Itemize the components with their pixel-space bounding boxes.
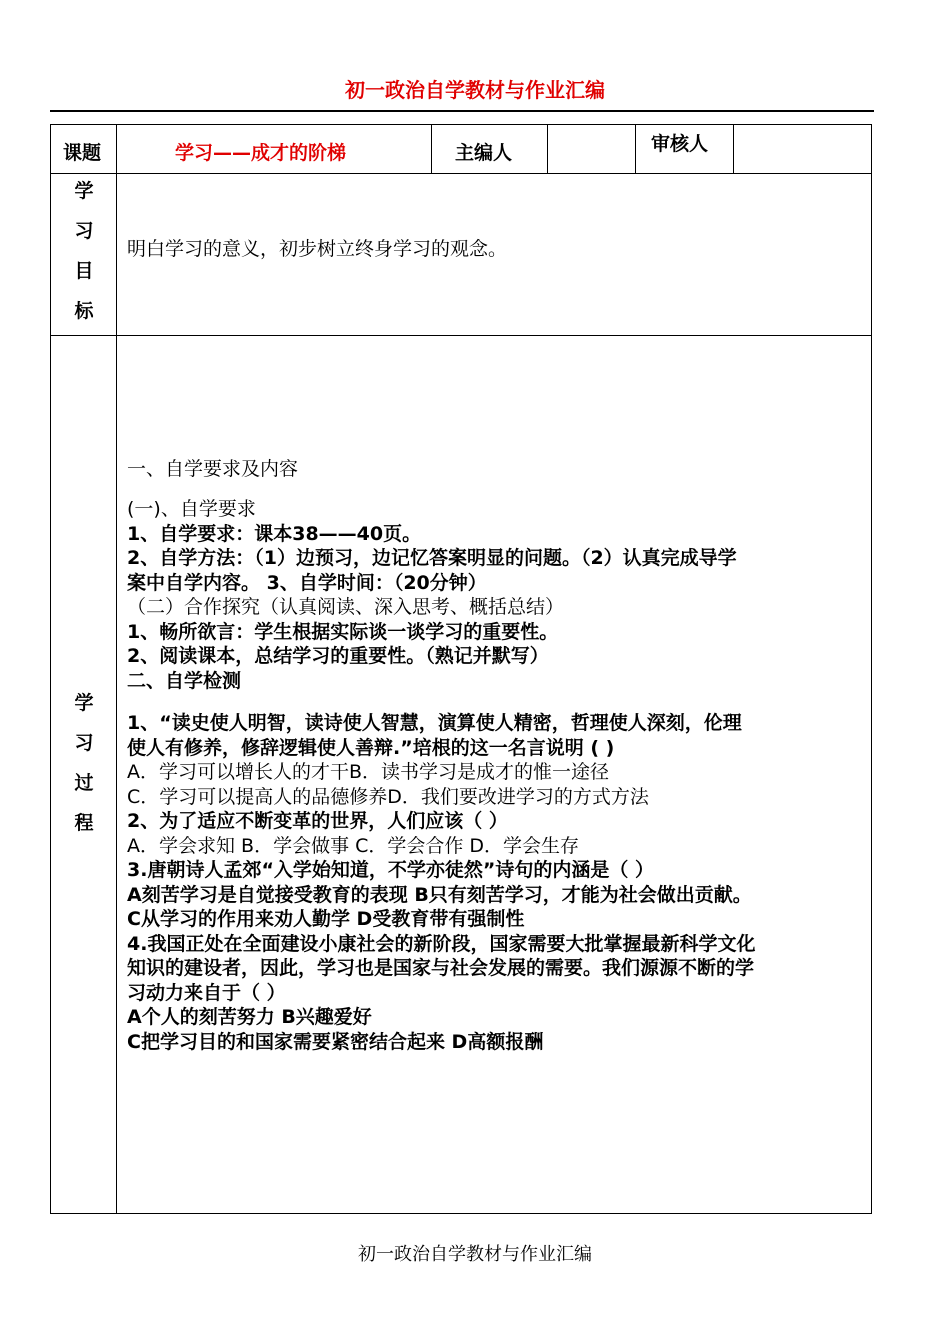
content-line: 1、自学要求：课本38——40页。 — [127, 522, 422, 545]
topic-label: 课题 — [63, 142, 102, 164]
editor-label: 主编人 — [455, 142, 513, 164]
goal-label-char: 习 — [74, 220, 94, 242]
row-divider-info — [51, 173, 871, 174]
goal-text: 明白学习的意义，初步树立终身学习的观念。 — [127, 238, 508, 260]
quiz-line: 1、“读史使人明智，读诗使人智慧，演算使人精密，哲理使人深刻，伦理 — [127, 712, 742, 734]
process-content-body — [127, 497, 867, 693]
row-divider-goal — [51, 335, 871, 336]
page-header-title: 初一政治自学教材与作业汇编 — [345, 78, 605, 102]
quiz-option: A刻苦学习是自觉接受教育的表现 B只有刻苦学习，才能为社会做出贡献。 — [127, 883, 752, 906]
info-divider-3 — [635, 125, 636, 173]
info-divider-2 — [547, 125, 548, 173]
quiz-option: A个人的刻苦努力 B兴趣爱好 — [127, 1006, 372, 1028]
quiz-option: C．学习可以提高人的品德修养D．我们要改进学习的方式方法 — [127, 785, 649, 808]
process-label-char: 过 — [74, 772, 94, 794]
content-line: 2、阅读课本，总结学习的重要性。（熟记并默写） — [127, 645, 549, 667]
quiz-line: 2、为了适应不断变革的世界，人们应该（ ） — [127, 810, 508, 832]
process-label — [51, 683, 117, 843]
process-content — [127, 457, 867, 482]
info-divider-4 — [733, 125, 734, 173]
topic-value: 学习——成才的阶梯 — [175, 142, 347, 164]
content-line: 案中自学内容。 3、自学时间：（20分钟） — [127, 571, 487, 594]
quiz-line: 使人有修养，修辞逻辑使人善辩.”培根的这一名言说明 ( ) — [127, 736, 615, 759]
page-footer-title: 初一政治自学教材与作业汇编 — [358, 1244, 592, 1265]
quiz-option: A．学会求知 B．学会做事 C．学会合作 D．学会生存 — [127, 834, 580, 857]
quiz-option: C从学习的作用来劝人勤学 D受教育带有强制性 — [127, 908, 525, 930]
quiz-line: 3.唐朝诗人孟郊“入学始知道，不学亦徒然”诗句的内涵是（ ） — [127, 859, 655, 881]
quiz-content — [127, 711, 867, 1054]
goal-label-char: 目 — [74, 260, 94, 282]
goal-label-char: 标 — [74, 300, 94, 322]
content-line: 1、畅所欲言：学生根据实际谈一谈学习的重要性。 — [127, 620, 559, 643]
quiz-line: 知识的建设者，因此，学习也是国家与社会发展的需要。我们源源不断的学 — [127, 957, 755, 979]
quiz-line: 4.我国正处在全面建设小康社会的新阶段，国家需要大批掌握最新科学文化 — [127, 932, 756, 955]
quiz-option: A．学习可以增长人的才干B．读书学习是成才的惟一途径 — [127, 761, 610, 783]
quiz-option: C把学习目的和国家需要紧密结合起来 D高额报酬 — [127, 1030, 544, 1053]
content-line: （二）合作探究（认真阅读、深入思考、概括总结） — [127, 596, 565, 618]
reviewer-label: 审核人 — [651, 133, 709, 155]
process-label-char: 学 — [74, 692, 94, 714]
quiz-line: 习动力来自于（ ） — [127, 981, 286, 1004]
content-line: 二、自学检测 — [127, 669, 242, 692]
content-line: 2、自学方法：（1）边预习，边记忆答案明显的问题。（2）认真完成导学 — [127, 547, 737, 569]
subsection-heading: (一)、自学要求 — [127, 498, 256, 520]
goal-label-char: 学 — [74, 180, 94, 202]
info-divider-1 — [431, 125, 432, 173]
section-heading: 一、自学要求及内容 — [127, 458, 299, 480]
process-label-char: 习 — [74, 732, 94, 754]
goal-label — [51, 171, 117, 331]
process-label-char: 程 — [74, 812, 94, 834]
lesson-table — [50, 124, 872, 1214]
header-rule — [50, 110, 874, 112]
